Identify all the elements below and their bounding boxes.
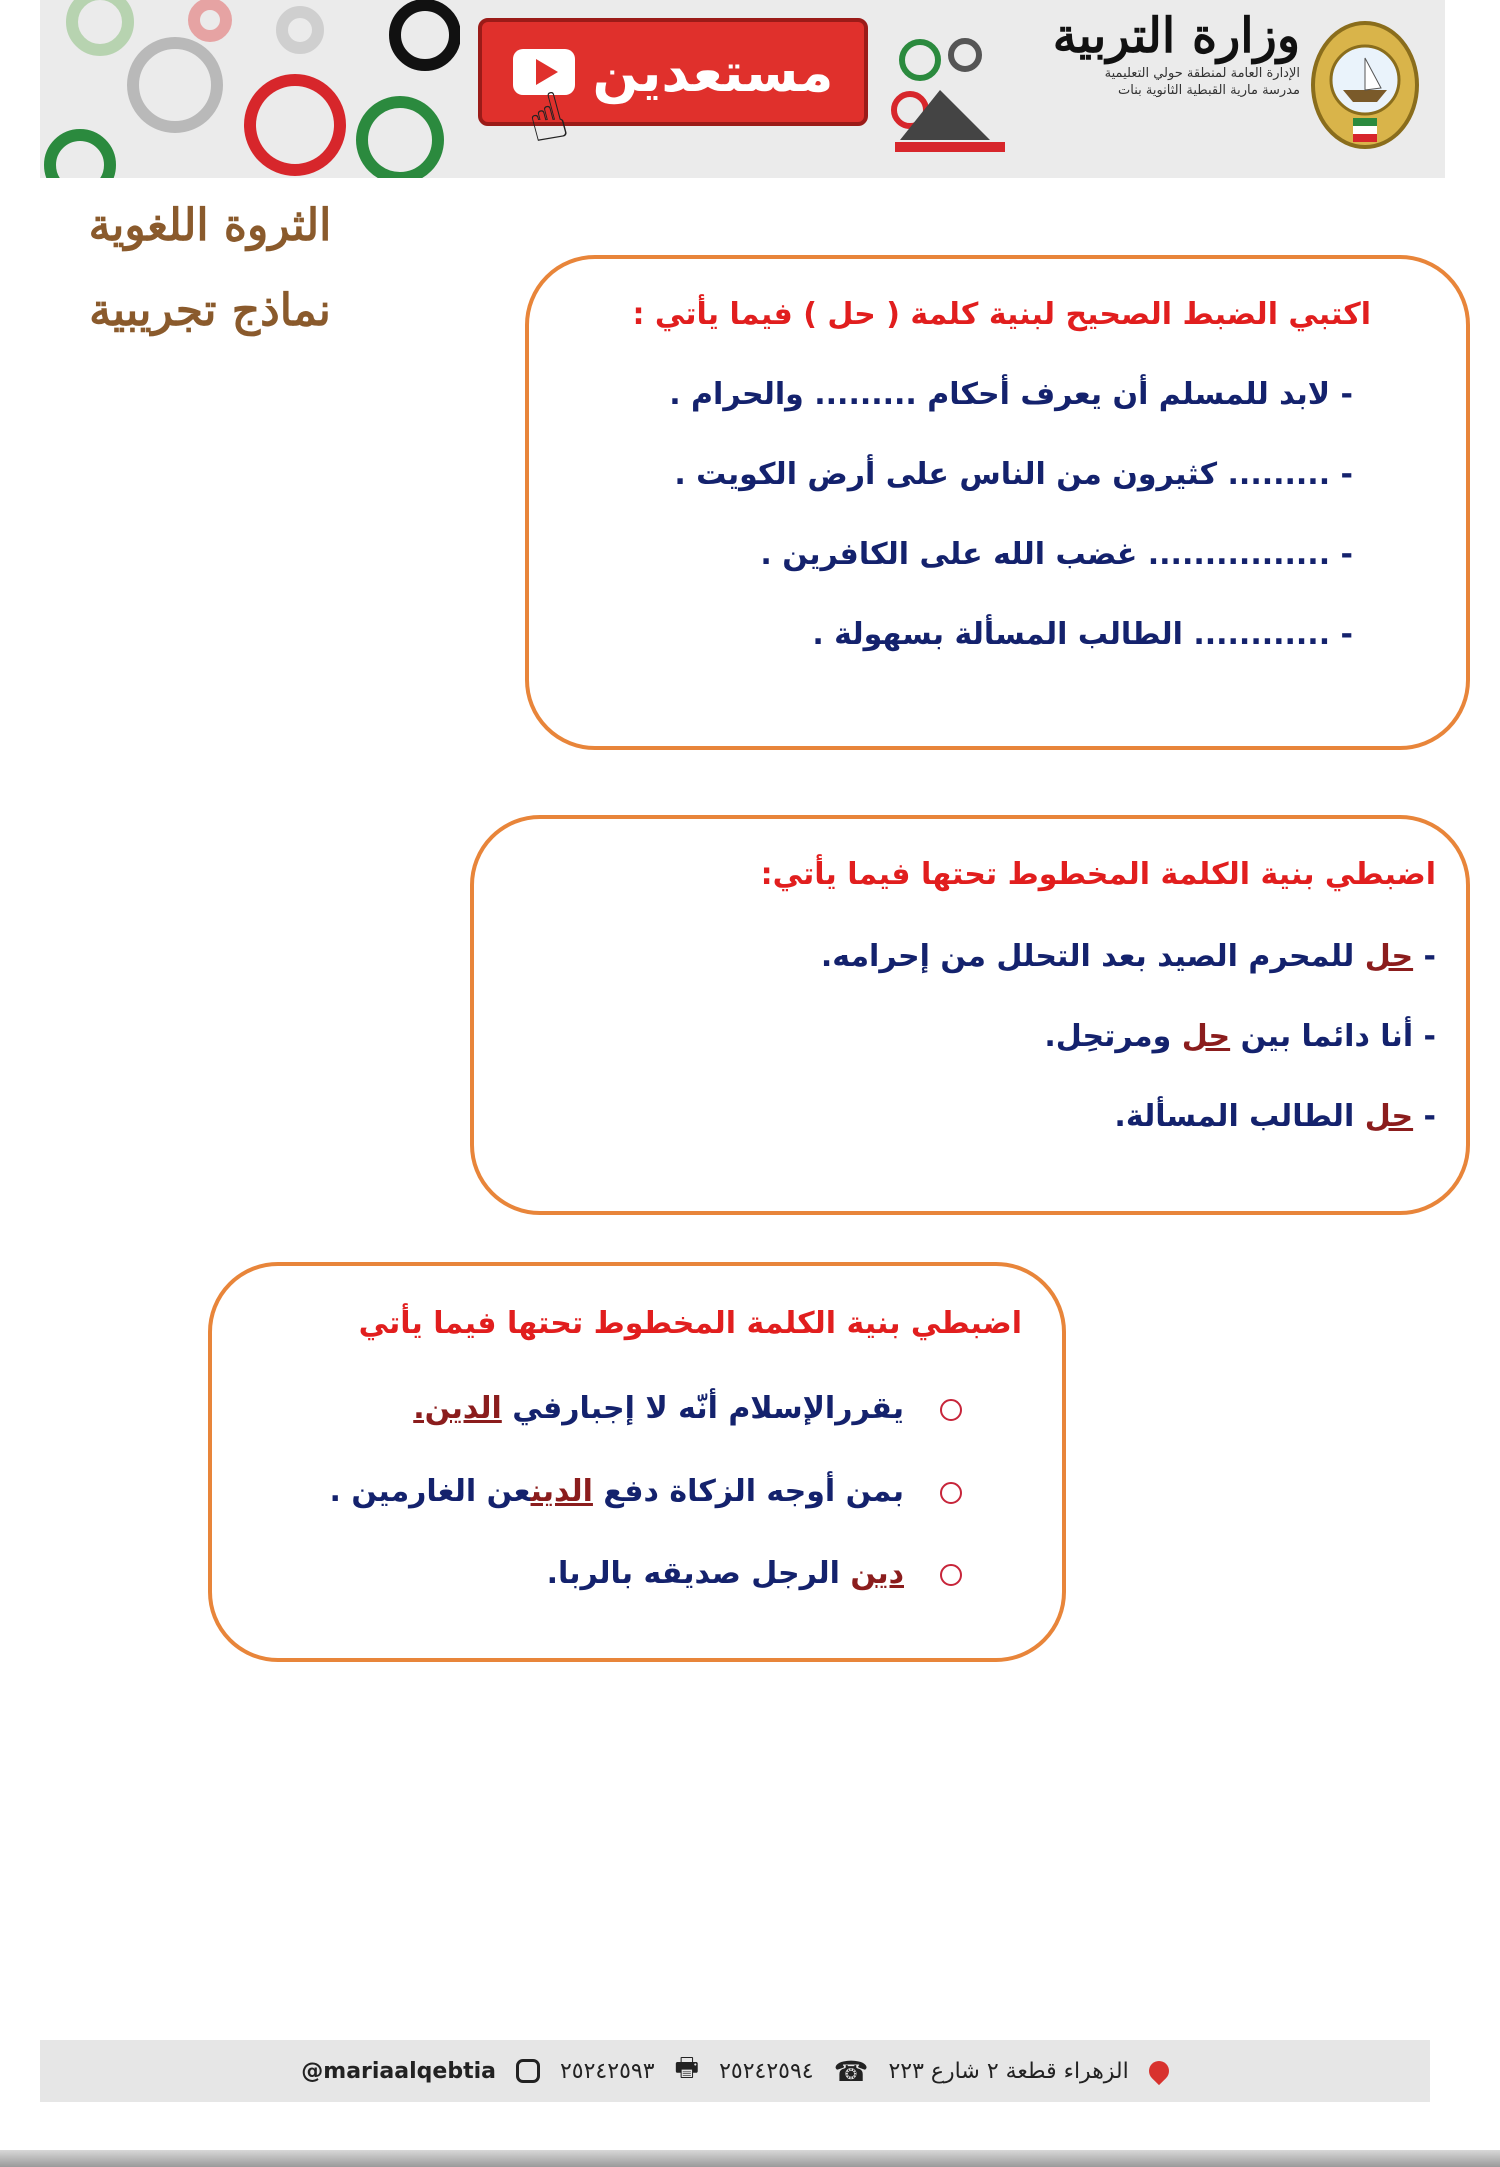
question-box-2	[470, 815, 1470, 1215]
banner-label: مستعدين	[592, 40, 834, 104]
hand-cursor-icon: ☝	[519, 78, 576, 160]
fax-icon: 🖶	[674, 2053, 700, 2083]
footer-instagram[interactable]: @mariaalqebtia	[301, 2058, 496, 2084]
gears-decoration	[40, 0, 460, 178]
circle-bullet-icon	[940, 1399, 962, 1421]
q1-line-2: - ......... كثيرون من الناس على أرض الكويت .	[674, 457, 1353, 492]
underlined-word: حل	[1181, 1019, 1231, 1054]
ministry-subtitle-2: مدرسة مارية القبطية الثانوية بنات	[1118, 83, 1300, 98]
q1-line-1: - لابد للمسلم أن يعرف أحكام ......... والحرام .	[669, 377, 1353, 412]
footer-phone: ٢٥٢٤٢٥٩٤	[719, 2058, 814, 2084]
q2-line-1: - حل للمحرم الصيد بعد التحلل من إحرامه.	[820, 939, 1436, 974]
footer-address: الزهراء قطعة ٢ شارع ٢٢٣	[888, 2058, 1129, 2084]
q1-heading: اكتبي الضبط الصحيح لبنية كلمة ( حل ) فيما يأتي :	[632, 297, 1371, 332]
side-title-2: نماذج تجريبية	[89, 285, 331, 336]
underlined-word: الدين.	[413, 1391, 502, 1426]
question-box-3	[208, 1262, 1066, 1662]
phone-icon: ☎	[833, 2054, 869, 2088]
q1-line-4: - ............ الطالب المسألة بسهولة .	[812, 617, 1353, 652]
underlined-word: دين	[850, 1556, 904, 1591]
q3-line-2: بمن أوجه الزكاة دفع الدينعن الغارمين .	[329, 1474, 962, 1509]
q2-line-2: - أنا دائما بين حل ومرتحِل.	[1044, 1019, 1436, 1054]
ministry-title: وزارة التربية	[1052, 8, 1300, 64]
q2-line-3: - حل الطالب المسألة.	[1114, 1099, 1436, 1134]
question-box-1	[525, 255, 1470, 750]
page-bottom-edge	[0, 2150, 1500, 2167]
underlined-word: الدين	[530, 1474, 593, 1509]
ministry-subtitle-1: الإدارة العامة لمنطقة حولي التعليمية	[1104, 66, 1300, 81]
ministry-header	[1000, 8, 1300, 158]
underlined-word: حل	[1364, 1099, 1414, 1134]
footer-contact-bar	[40, 2040, 1430, 2102]
side-title-1: الثروة اللغوية	[88, 200, 332, 251]
circle-bullet-icon	[940, 1482, 962, 1504]
footer-fax: ٢٥٢٤٢٥٩٣	[559, 2058, 655, 2084]
q1-line-3: - ................ غضب الله على الكافرين .	[760, 537, 1353, 572]
q3-line-1: يقررالإسلام أنّه لا إجبارفي الدين.	[413, 1391, 962, 1426]
q3-line-3: دين الرجل صديقه بالربا.	[547, 1556, 962, 1591]
q2-heading: اضبطي بنية الكلمة المخطوط تحتها فيما يأتي:	[760, 857, 1436, 892]
q3-heading: اضبطي بنية الكلمة المخطوط تحتها فيما يأتي	[358, 1306, 1022, 1341]
instagram-icon	[516, 2059, 540, 2083]
school-logo	[880, 20, 1010, 160]
location-pin-icon	[1145, 2057, 1173, 2085]
circle-bullet-icon	[940, 1564, 962, 1586]
underlined-word: حل	[1364, 939, 1414, 974]
kuwait-emblem	[1305, 10, 1425, 160]
